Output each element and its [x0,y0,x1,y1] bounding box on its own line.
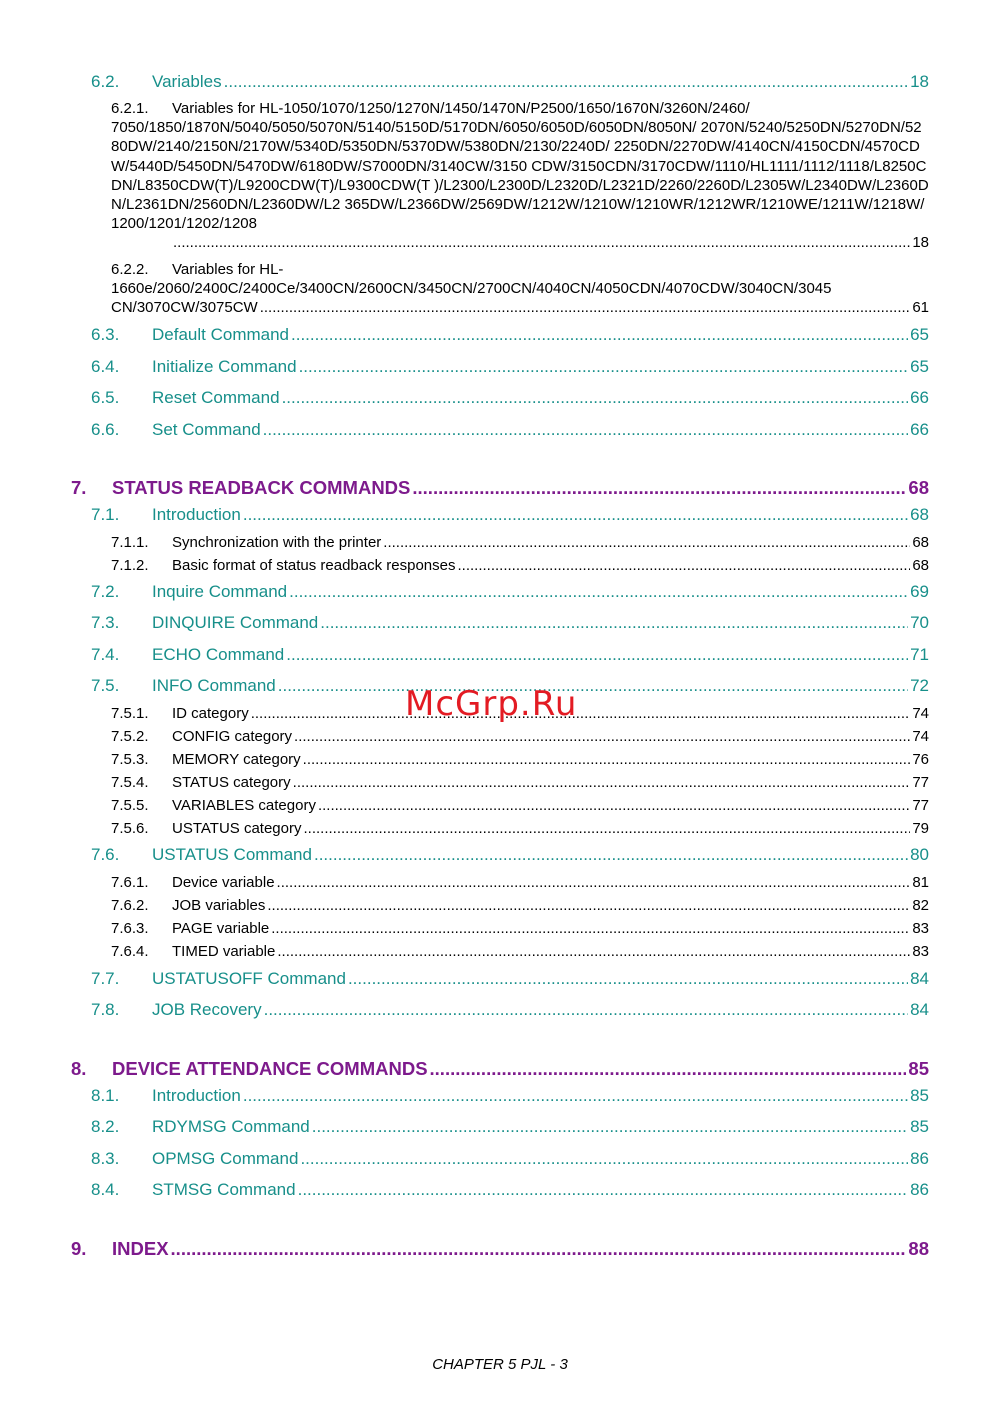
dot-leader [289,582,908,602]
dot-leader [282,388,909,408]
toc-page: 68 [910,505,929,524]
toc-title: RDYMSG Command [152,1117,310,1136]
dot-leader [312,1117,908,1137]
toc-title: DINQUIRE Command [152,613,319,632]
toc-page: 65 [910,357,929,376]
toc-chapter-8[interactable] [71,1058,929,1080]
toc-number: 7.5.5. [111,797,149,814]
dot-leader [251,705,911,722]
toc-page: 18 [912,234,929,252]
toc-entry-6-6[interactable] [91,420,929,440]
toc-title: ECHO Command [152,645,285,664]
toc-number: 7.6.1. [111,874,149,891]
toc-entry-7-6[interactable] [91,845,929,865]
toc-entry-7-3[interactable] [91,613,929,633]
toc-chapter-7[interactable] [71,477,929,499]
toc-page: 66 [910,388,929,407]
toc-title: USTATUS category [172,820,302,837]
dot-leader [318,797,910,814]
toc-number: 7.5. [91,676,120,695]
toc-title: JOB variables [172,897,266,914]
toc-page: 86 [910,1149,929,1168]
toc-page: 84 [910,969,929,988]
toc-number: 8.2. [91,1117,120,1136]
toc-page: 74 [912,705,929,722]
toc-page: 88 [908,1238,929,1259]
dot-leader [383,534,910,551]
toc-entry-7-6-2[interactable] [111,897,929,914]
toc-page: 76 [912,751,929,768]
toc-number: 6.2.2. [111,261,149,278]
dot-leader [277,874,911,891]
toc-entry-6-2-2[interactable] [111,260,929,318]
toc-number: 8.3. [91,1149,120,1168]
dot-leader [314,845,908,865]
toc-title: USTATUSOFF Command [152,969,346,988]
toc-title: ID category [172,705,249,722]
toc-chapter-9[interactable] [71,1238,929,1260]
toc-page: 68 [912,557,929,574]
toc-title: Synchronization with the printer [172,534,382,551]
toc-page: 86 [910,1180,929,1199]
toc-page: 65 [910,325,929,344]
toc-number: 7.5.4. [111,774,149,791]
toc-entry-6-3[interactable] [91,325,929,345]
dot-leader [263,420,908,440]
page-footer: CHAPTER 5 PJL - 3 [432,1356,568,1373]
toc-page: 81 [912,874,929,891]
toc-title: Initialize Command [152,357,297,376]
dot-leader [298,1180,908,1200]
toc-number: 6.4. [91,357,120,376]
toc-entry-6-2-1[interactable] [111,99,929,253]
toc-entry-7-6-1[interactable] [111,874,929,891]
toc-number: 7.5.6. [111,820,149,837]
toc-page: 77 [912,774,929,791]
dot-leader [291,325,908,345]
toc-number: 7.3. [91,613,120,632]
toc-number: 8.1. [91,1086,120,1105]
toc-title: Variables for HL- [172,261,284,278]
toc-number: 7.1.1. [111,534,149,551]
toc-page: 82 [912,897,929,914]
toc-title: Introduction [152,1086,241,1105]
toc-entry-7-2[interactable] [91,582,929,602]
toc-entry-7-1-1[interactable] [111,534,929,551]
toc-page: 80 [910,845,929,864]
dot-leader [430,1058,907,1080]
toc-title: Variables [152,72,222,91]
dot-leader [286,645,908,665]
toc-title: STATUS category [172,774,291,791]
dot-leader [243,1086,908,1106]
toc-entry-7-1[interactable] [91,505,929,525]
toc-number: 7.8. [91,1000,120,1019]
toc-entry-7-5-2[interactable] [111,728,929,745]
toc-page: 77 [912,797,929,814]
dot-leader [271,920,910,937]
dot-leader [260,298,911,317]
toc-entry-6-5[interactable] [91,388,929,408]
toc-title: Inquire Command [152,582,288,601]
toc-number: 7.6. [91,845,120,864]
toc-page: 68 [908,477,929,498]
toc-page: 85 [908,1058,929,1079]
toc-entry-7-6-3[interactable] [111,920,929,937]
toc-page: 66 [910,420,929,439]
toc-page: 85 [910,1086,929,1105]
watermark: McGrp.Ru [405,684,578,724]
toc-page: 83 [912,920,929,937]
toc-entry-7-5-3[interactable] [111,751,929,768]
toc-number: 7. [71,477,87,498]
toc-entry-7-5-6[interactable] [111,820,929,837]
toc-entry-8-2[interactable] [91,1117,929,1137]
toc-title: Set Command [152,420,261,439]
toc-page: 69 [910,582,929,601]
toc-entry-8-4[interactable] [91,1180,929,1200]
toc-number: 8.4. [91,1180,120,1199]
toc-title: USTATUS Command [152,845,312,864]
dot-leader [243,505,908,525]
toc-number: 6.3. [91,325,120,344]
toc-number: 8. [71,1058,87,1079]
toc-title: Reset Command [152,388,280,407]
dot-leader [348,969,908,989]
toc-number: 6.5. [91,388,120,407]
toc-title: INFO Command [152,676,276,695]
toc-title: Variables for HL-1050/1070/1250/1270N/1450/1470N/P2500/1650/1670N/3260N/2460/ [172,100,750,117]
toc-title: STATUS READBACK COMMANDS [112,477,411,498]
dot-leader [412,477,906,499]
toc-entry-6-4[interactable] [91,357,929,377]
toc-entry-7-4[interactable] [91,645,929,665]
toc-entry-7-7[interactable] [91,969,929,989]
toc-entry-7-6-4[interactable] [111,943,929,960]
toc-title: Introduction [152,505,241,524]
toc-page: 18 [910,72,929,91]
toc-number: 7.1. [91,505,120,524]
toc-page: 71 [910,645,929,664]
toc-page: 83 [912,943,929,960]
toc-page: 79 [912,820,929,837]
toc-page: 72 [910,676,929,695]
dot-leader [293,774,911,791]
dot-leader [300,1149,908,1169]
toc-entry-7-1-2[interactable] [111,557,929,574]
toc-number: 6.2. [91,72,120,91]
dot-leader [299,357,909,377]
dot-leader [173,233,910,252]
toc-page: 61 [912,299,929,317]
toc-page: 84 [910,1000,929,1019]
toc-number: 7.5.2. [111,728,149,745]
toc-number: 6.2.1. [111,100,149,117]
toc-page: 70 [910,613,929,632]
dot-leader [303,751,911,768]
toc-title: TIMED variable [172,943,276,960]
toc-title: VARIABLES category [172,797,316,814]
toc-number: 7.4. [91,645,120,664]
dot-leader [294,728,910,745]
dot-leader [277,943,910,960]
toc-title: CONFIG category [172,728,293,745]
dot-leader [267,897,910,914]
toc-number: 7.1.2. [111,557,149,574]
toc-title: JOB Recovery [152,1000,262,1019]
toc-title: Device variable [172,874,275,891]
dot-leader [457,557,910,574]
toc-page: 74 [912,728,929,745]
toc-title: PAGE variable [172,920,270,937]
toc-title: OPMSG Command [152,1149,299,1168]
toc-page: 68 [912,534,929,551]
toc-entry-8-1[interactable] [91,1086,929,1106]
toc-title-continued: 1660e/2060/2400C/2400Ce/3400CN/2600CN/3450CN/2700CN/4040CN/4050CDN/4070CDW/3040CN/3045 [111,280,832,298]
toc-entry-7-5-5[interactable] [111,797,929,814]
dot-leader [264,1000,908,1020]
toc-number: 7.6.2. [111,897,149,914]
toc-number: 7.2. [91,582,120,601]
toc-title: INDEX [112,1238,169,1259]
toc-title-end: CN/3070CW/3075CW [111,299,258,317]
toc-title: Basic format of status readback responses [172,557,456,574]
dot-leader [224,72,908,92]
toc-number: 7.6.4. [111,943,149,960]
toc-entry-8-3[interactable] [91,1149,929,1169]
toc-title: STMSG Command [152,1180,296,1199]
toc-title: Default Command [152,325,290,344]
dot-leader [278,676,908,696]
toc-entry-6-2[interactable] [91,72,929,92]
toc-number: 7.7. [91,969,120,988]
dot-leader [303,820,910,837]
toc-title-continued: 7050/1850/1870N/5040/5050/5070N/5140/5150D/5170DN/6050/6050D/6050DN/8050N/ 2070N/5240/5250DN/5270DN/5280DW/2140/2150N/2170W/5340D/5350DN/5370DW/5380DN/2130/2240D/ 2250DN/2270DW/4140CN/4150CDN/4570CDW/5440D/5450DN/5470DW/6180DW/S7000DN/3140CW/3150 CDW/3150CDN/3170CDW/1110/HL1111/1112/1118/L8250CDN/L8350CDW(T)/L9200CDW(T)/L9300CDW(T )/L2300/L2300D/L2320D/L2321D/2260/2260D/L2305W/L2340DW/L2360DN/L2361DN/2560DN/L2360DW/L2 365DW/L2366DW/2569DW/1212W/1210W/1210WR/1212WR/1210WE/1211W/1218W/1200/1201/1202/1208 [111,119,929,233]
dot-leader [171,1238,907,1260]
toc-page: 85 [910,1117,929,1136]
toc-number: 9. [71,1238,87,1259]
toc-number: 6.6. [91,420,120,439]
dot-leader [320,613,908,633]
toc-number: 7.5.3. [111,751,149,768]
toc-title: MEMORY category [172,751,301,768]
toc-number: 7.6.3. [111,920,149,937]
toc-number: 7.5.1. [111,705,149,722]
toc-entry-7-5-4[interactable] [111,774,929,791]
toc-title: DEVICE ATTENDANCE COMMANDS [112,1058,428,1079]
toc-entry-7-8[interactable] [91,1000,929,1020]
